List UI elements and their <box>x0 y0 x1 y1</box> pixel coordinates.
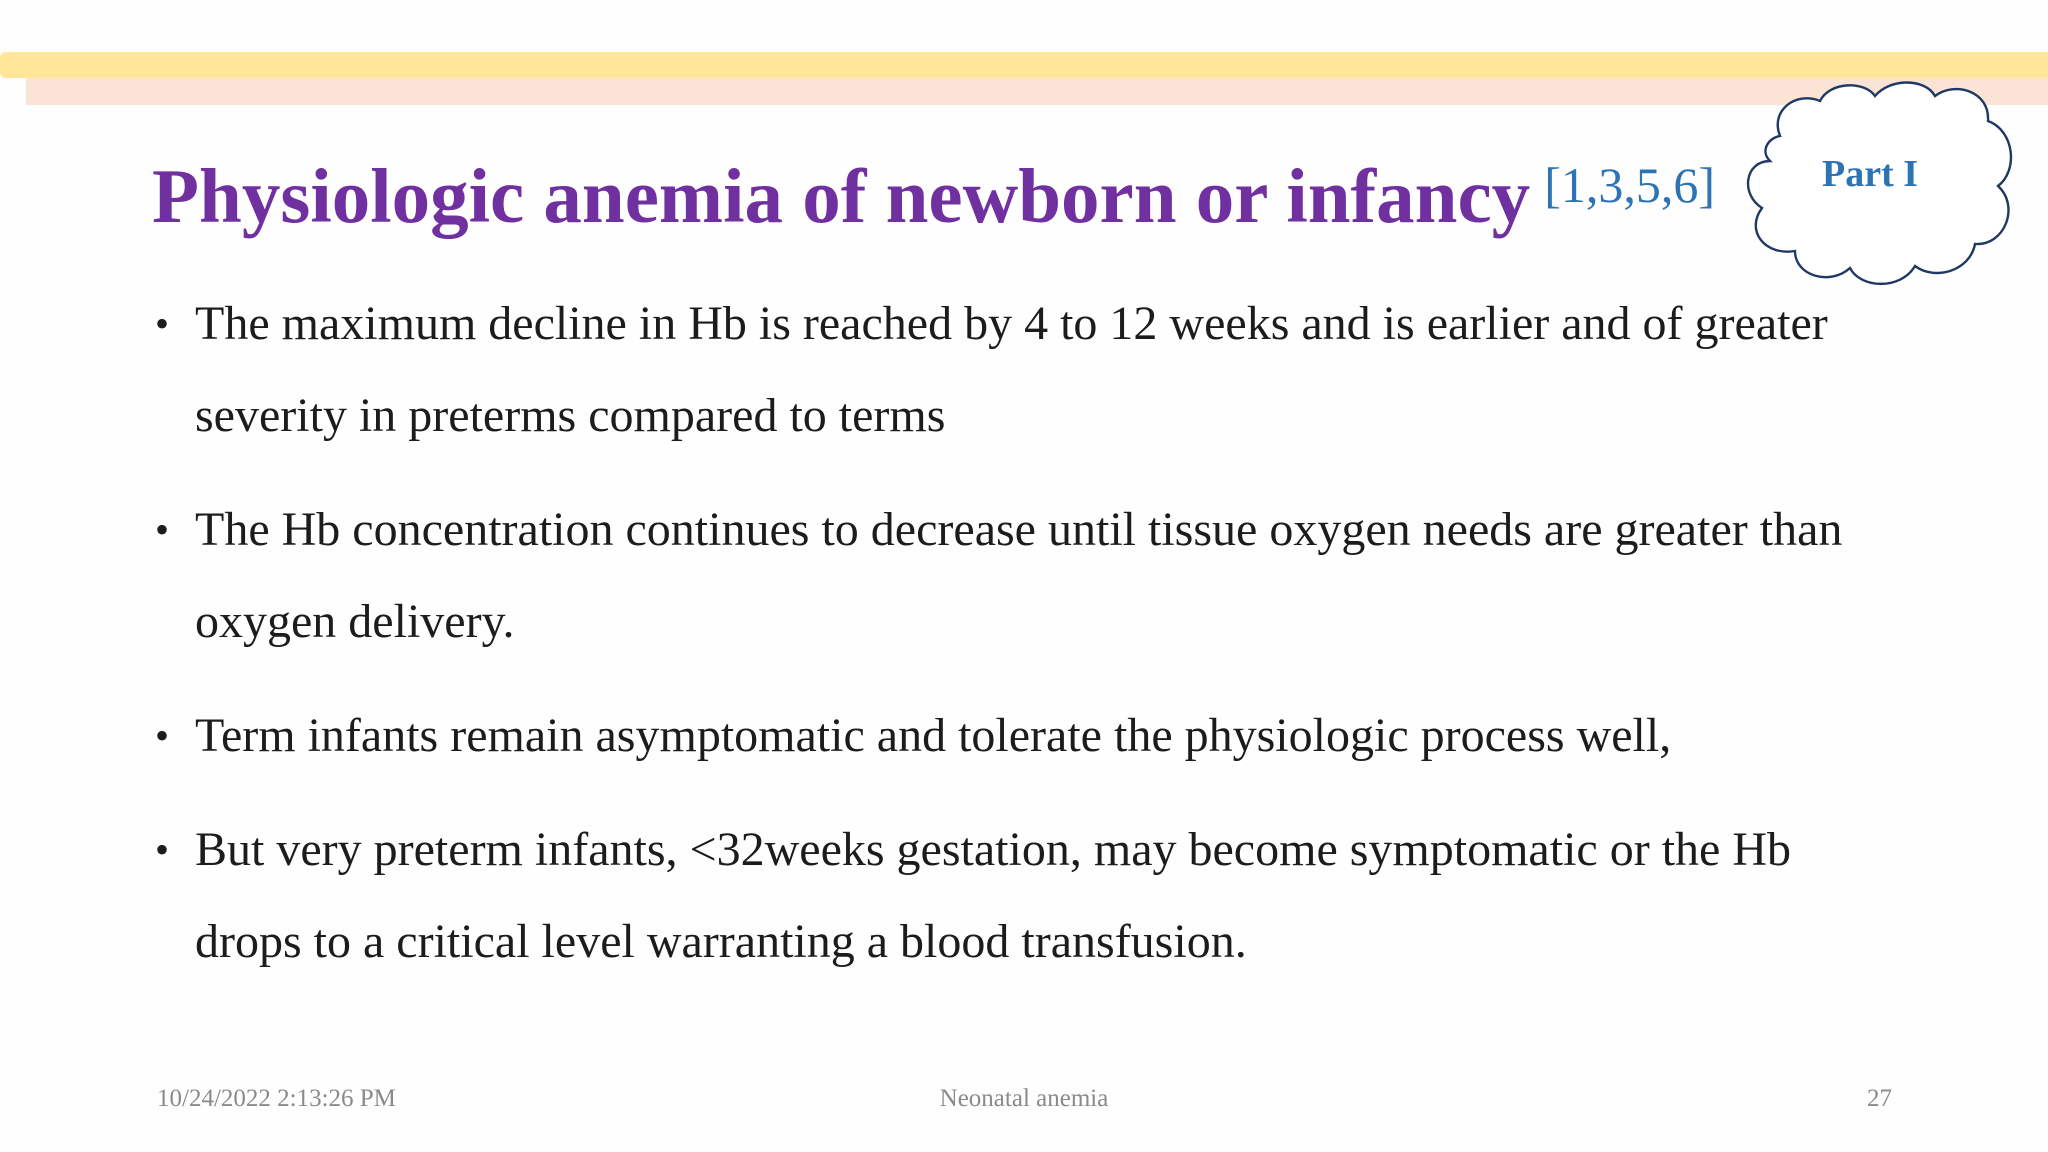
header-band-yellow <box>0 52 2048 78</box>
bullet-item <box>155 278 1875 462</box>
bullet-marker: • <box>155 827 170 872</box>
bullet-list <box>155 278 1875 1010</box>
footer-title: Neonatal anemia <box>939 1085 1109 1112</box>
bullet-marker: • <box>155 507 170 552</box>
bullet-text: The Hb concentration continues to decrease until tissue oxygen needs are greater than oxygen delivery. <box>195 503 1843 648</box>
bullet-item <box>155 484 1875 668</box>
footer-date: 10/24/2022 2:13:26 PM <box>157 1085 396 1112</box>
part-badge: Part I <box>1821 153 1919 195</box>
bullet-text: The maximum decline in Hb is reached by 4 to 12 weeks and is earlier and of greater severity in preterms compared to terms <box>195 297 1828 442</box>
bullet-item <box>155 690 1875 782</box>
bullet-marker: • <box>155 301 170 346</box>
bullet-text: But very preterm infants, <32weeks gestation, may become symptomatic or the Hb drops to a critical level warranting a blood transfusion. <box>195 823 1791 968</box>
bullet-text: Term infants remain asymptomatic and tolerate the physiologic process well, <box>195 709 1672 762</box>
bullet-item <box>155 804 1875 988</box>
page-number: 27 <box>1867 1085 1892 1112</box>
slide-title: Physiologic anemia of newborn or infancy <box>152 153 1531 239</box>
title-row <box>152 150 1715 242</box>
citation: [1,3,5,6] <box>1544 157 1715 213</box>
bullet-marker: • <box>155 713 170 758</box>
